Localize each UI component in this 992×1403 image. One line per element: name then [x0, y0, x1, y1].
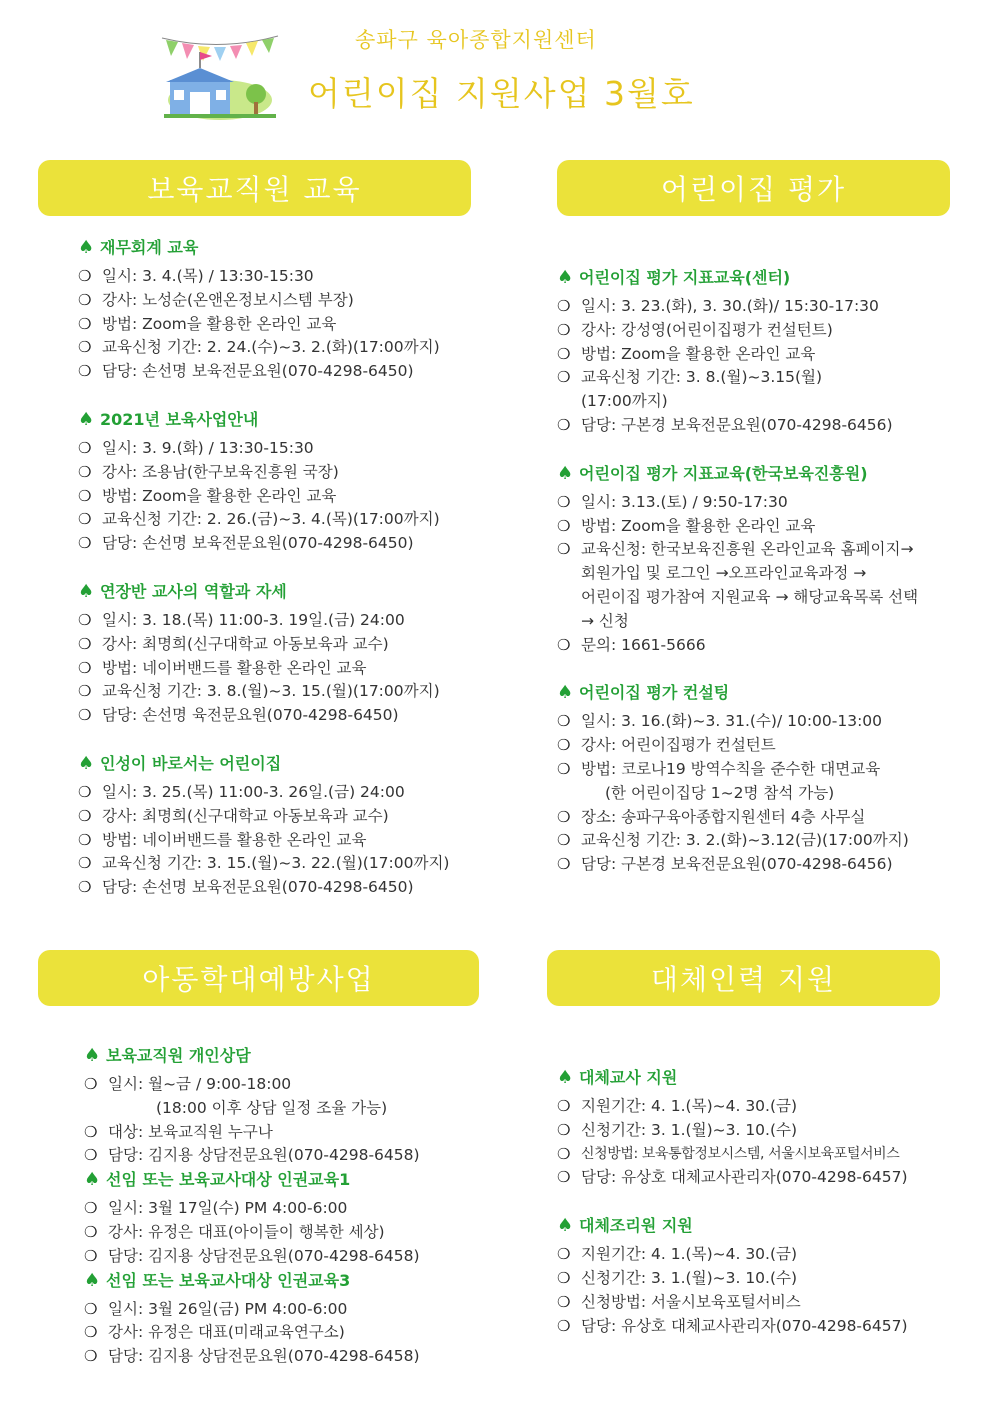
circle-bullet-icon: ❍ [78, 338, 92, 357]
list-item: ❍ 교육신청 기간: 3. 2.(화)~3.12(금)(17:00까지) [557, 829, 977, 853]
list-item: ❍ 방법: Zoom을 활용한 온라인 교육 [557, 343, 977, 367]
list-item: ❍ 일시: 3. 25.(목) 11:00-3. 26일.(금) 24:00 [78, 781, 498, 805]
list-item: ❍ 담당: 구본경 보육전문요원(070-4298-6456) [557, 853, 977, 877]
list-item: ❍ 담당: 김지용 상담전문요원(070-4298-6458) [84, 1144, 504, 1168]
list-item: ❍ 일시: 3. 16.(화)~3. 31.(수)/ 10:00-13:00 [557, 710, 977, 734]
circle-bullet-icon: ❍ [78, 486, 92, 505]
circle-bullet-icon: ❍ [557, 368, 571, 387]
list-item: ❍ 지원기간: 4. 1.(목)~4. 30.(금) [557, 1243, 977, 1267]
list-item: ❍ 일시: 3. 23.(화), 3. 30.(화)/ 15:30-17:30 [557, 295, 977, 319]
section-title: ♠ 대체교사 지원 [557, 1067, 678, 1088]
section-2021-guide [78, 408, 498, 556]
list-item: ❍ 교육신청 기간: 2. 26.(금)~3. 4.(목)(17:00까지) [78, 508, 498, 532]
kindergarten-logo-icon [160, 30, 280, 126]
section-title: ♠ 재무회계 교육 [78, 237, 199, 258]
circle-bullet-icon: ❍ [78, 878, 92, 897]
list-item: ❍ 강사: 최명희(신구대학교 아동보육과 교수) [78, 633, 498, 657]
circle-bullet-icon: ❍ [84, 1299, 98, 1318]
circle-bullet-icon: ❍ [557, 1316, 571, 1335]
list-item: ❍ 담당: 손선명 육전문요원(070-4298-6450) [78, 704, 498, 728]
list-item: ❍ 강사: 어린이집평가 컨설턴트 [557, 734, 977, 758]
list-item: ❍ 강사: 유정은 대표(아이들이 행복한 세상) [84, 1221, 504, 1245]
section-substitute-teacher [557, 1066, 977, 1190]
list-item: ❍ 강사: 강성영(어린이집평가 컨설턴트) [557, 319, 977, 343]
list-item: ❍ 강사: 조용남(한구보육진흥원 국장) [78, 461, 498, 485]
list-item: ❍ 장소: 송파구육아종합지원센터 4층 사무실 [557, 806, 977, 830]
page-title: 어린이집 지원사업 3월호 [308, 74, 695, 113]
list-item: ❍ 담당: 손선명 보육전문요원(070-4298-6450) [78, 532, 498, 556]
spade-icon: ♠ [557, 1067, 574, 1088]
list-item: ❍ 문의: 1661-5666 [557, 634, 977, 658]
section-title: ♠ 인성이 바로서는 어린이집 [78, 752, 282, 774]
list-item: ❍ 일시: 3. 4.(목) / 13:30-15:30 [78, 265, 498, 289]
list-item: ❍ 신청방법: 서울시보육포털서비스 [557, 1291, 977, 1315]
circle-bullet-icon: ❍ [78, 510, 92, 529]
circle-bullet-icon: ❍ [78, 290, 92, 309]
spade-icon: ♠ [78, 752, 95, 774]
circle-bullet-icon: ❍ [84, 1323, 98, 1342]
list-item: ❍ 담당: 김지용 상담전문요원(070-4298-6458) [84, 1345, 504, 1369]
list-item: ❍ 담당: 김지용 상담전문요원(070-4298-6458) [84, 1245, 504, 1269]
circle-bullet-icon: ❍ [557, 807, 571, 826]
section-counseling [84, 1044, 504, 1168]
section-finance [78, 236, 498, 384]
circle-bullet-icon: ❍ [78, 610, 92, 629]
list-item: ❍ 일시: 월~금 / 9:00-18:00 [84, 1073, 504, 1097]
circle-bullet-icon: ❍ [78, 682, 92, 701]
list-item: ❍ 교육신청 기간: 3. 15.(월)~3. 22.(월)(17:00까지) [78, 852, 498, 876]
circle-bullet-icon: ❍ [557, 516, 571, 535]
section-title: ♠ 선임 또는 보육교사대상 인권교육1 [84, 1169, 351, 1191]
abuse-prevention-column [84, 1044, 504, 1369]
circle-bullet-icon: ❍ [78, 362, 92, 381]
circle-bullet-icon: ❍ [84, 1199, 98, 1218]
circle-bullet-icon: ❍ [557, 415, 571, 434]
section-extended-class [78, 580, 498, 728]
circle-bullet-icon: ❍ [557, 736, 571, 755]
spade-icon: ♠ [557, 1215, 574, 1237]
circle-bullet-icon: ❍ [557, 712, 571, 731]
spade-icon: ♠ [557, 267, 574, 288]
circle-bullet-icon: ❍ [557, 1245, 571, 1264]
circle-bullet-icon: ❍ [78, 634, 92, 653]
banner-staff-education: 보육교직원 교육 [38, 160, 471, 216]
circle-bullet-icon: ❍ [557, 759, 571, 778]
evaluation-column [557, 266, 977, 877]
circle-bullet-icon: ❍ [557, 1268, 571, 1287]
spade-icon: ♠ [84, 1269, 101, 1291]
list-item-continuation: 회원가입 및 로그인 →오프라인교육과정 → [581, 564, 867, 583]
circle-bullet-icon: ❍ [78, 658, 92, 677]
circle-bullet-icon: ❍ [84, 1246, 98, 1265]
list-item: ❍ 담당: 손선명 보육전문요원(070-4298-6450) [78, 360, 498, 384]
list-item: ❍ 담당: 구본경 보육전문요원(070-4298-6456) [557, 414, 977, 438]
list-item-continuation: (한 어린이집당 1~2명 참석 가능) [605, 783, 835, 802]
list-item: ❍ 담당: 손선명 보육전문요원(070-4298-6450) [78, 876, 498, 900]
list-item: ❍ 방법: Zoom을 활용한 온라인 교육 [78, 485, 498, 509]
section-title: ♠ 어린이집 평가 컨설팅 [557, 682, 730, 704]
circle-bullet-icon: ❍ [557, 1168, 571, 1187]
circle-bullet-icon: ❍ [557, 1144, 571, 1163]
spade-icon: ♠ [78, 237, 95, 258]
section-title: ♠ 2021년 보육사업안내 [78, 408, 259, 430]
list-item: ❍ 지원기간: 4. 1.(목)~4. 30.(금) [557, 1095, 977, 1119]
list-item: ❍ 방법: Zoom을 활용한 온라인 교육 [78, 313, 498, 337]
list-item: ❍ 신청방법: 보육통합정보시스템, 서울시보육포털서비스 [557, 1143, 977, 1167]
section-title: ♠ 선임 또는 보육교사대상 인권교육3 [84, 1269, 351, 1291]
spade-icon: ♠ [84, 1169, 101, 1191]
banner-evaluation: 어린이집 평가 [557, 160, 950, 216]
section-human-rights-3 [84, 1269, 504, 1369]
circle-bullet-icon: ❍ [78, 534, 92, 553]
circle-bullet-icon: ❍ [557, 344, 571, 363]
list-item: ❍ 담당: 유상호 대체교사관리자(070-4298-6457) [557, 1315, 977, 1339]
list-item: ❍ 교육신청 기간: 3. 8.(월)~3.15(월) [557, 366, 977, 390]
list-item: ❍ 일시: 3월 26일(금) PM 4:00-6:00 [84, 1298, 504, 1322]
circle-bullet-icon: ❍ [557, 831, 571, 850]
circle-bullet-icon: ❍ [557, 1120, 571, 1139]
circle-bullet-icon: ❍ [84, 1146, 98, 1165]
spade-icon: ♠ [78, 580, 95, 602]
list-item: ❍ 교육신청 기간: 3. 8.(월)~3. 15.(월)(17:00까지) [78, 680, 498, 704]
list-item: ❍ 방법: Zoom을 활용한 온라인 교육 [557, 515, 977, 539]
list-item: ❍ 신청기간: 3. 1.(월)~3. 10.(수) [557, 1267, 977, 1291]
list-item: ❍ 강사: 노성순(온앤온정보시스템 부장) [78, 289, 498, 313]
list-item: ❍ 일시: 3월 17일(수) PM 4:00-6:00 [84, 1197, 504, 1221]
list-item: ❍ 강사: 유정은 대표(미래교육연구소) [84, 1321, 504, 1345]
circle-bullet-icon: ❍ [78, 314, 92, 333]
circle-bullet-icon: ❍ [78, 806, 92, 825]
list-item-continuation: (18:00 이후 상담 일정 조율 가능) [156, 1098, 388, 1117]
circle-bullet-icon: ❍ [557, 1097, 571, 1115]
section-title: ♠ 보육교직원 개인상담 [84, 1045, 251, 1066]
section-title: ♠ 대체조리원 지원 [557, 1215, 693, 1237]
circle-bullet-icon: ❍ [84, 1122, 98, 1141]
circle-bullet-icon: ❍ [557, 635, 571, 654]
circle-bullet-icon: ❍ [84, 1347, 98, 1366]
circle-bullet-icon: ❍ [78, 782, 92, 801]
list-item: ❍ 신청기간: 3. 1.(월)~3. 10.(수) [557, 1119, 977, 1143]
circle-bullet-icon: ❍ [78, 438, 92, 457]
circle-bullet-icon: ❍ [78, 462, 92, 481]
section-human-rights-1 [84, 1168, 504, 1268]
list-item: ❍ 일시: 3.13.(토) / 9:50-17:30 [557, 491, 977, 515]
list-item: ❍ 방법: 코로나19 방역수칙을 준수한 대면교육 [557, 758, 977, 782]
org-name: 송파구 육아종합지원센터 [355, 28, 597, 52]
list-item: ❍ 대상: 보육교직원 누구나 [84, 1121, 504, 1145]
circle-bullet-icon: ❍ [557, 320, 571, 339]
section-eval-consulting [557, 681, 977, 877]
circle-bullet-icon: ❍ [557, 297, 571, 315]
list-item: ❍ 교육신청 기간: 2. 24.(수)~3. 2.(화)(17:00까지) [78, 336, 498, 360]
circle-bullet-icon: ❍ [78, 706, 92, 725]
spade-icon: ♠ [557, 462, 574, 484]
list-item: ❍ 담당: 유상호 대체교사관리자(070-4298-6457) [557, 1166, 977, 1190]
list-item-continuation: 어린이집 평가참여 지원교육 → 해당교육목록 선택 [581, 587, 919, 606]
section-eval-center [557, 266, 977, 438]
list-item-continuation: (17:00까지) [581, 392, 668, 411]
section-title: ♠ 어린이집 평가 지표교육(센터) [557, 267, 791, 288]
substitute-column [557, 1066, 977, 1338]
circle-bullet-icon: ❍ [84, 1075, 98, 1093]
circle-bullet-icon: ❍ [78, 830, 92, 849]
list-item: ❍ 일시: 3. 9.(화) / 13:30-15:30 [78, 437, 498, 461]
circle-bullet-icon: ❍ [78, 854, 92, 873]
section-title: ♠ 어린이집 평가 지표교육(한국보육진흥원) [557, 462, 868, 484]
list-item: ❍ 일시: 3. 18.(목) 11:00-3. 19일.(금) 24:00 [78, 609, 498, 633]
circle-bullet-icon: ❍ [557, 492, 571, 511]
list-item: ❍ 방법: 네이버밴드를 활용한 온라인 교육 [78, 657, 498, 681]
banner-substitute: 대체인력 지원 [547, 950, 940, 1006]
section-character [78, 752, 498, 900]
circle-bullet-icon: ❍ [78, 267, 92, 285]
list-item: ❍ 강사: 최명희(신구대학교 아동보육과 교수) [78, 805, 498, 829]
banner-abuse-prevention: 아동학대예방사업 [38, 950, 479, 1006]
list-item: ❍ 교육신청: 한국보육진흥원 온라인교육 홈페이지→ [557, 538, 977, 562]
spade-icon: ♠ [84, 1045, 101, 1066]
circle-bullet-icon: ❍ [557, 540, 571, 559]
circle-bullet-icon: ❍ [557, 1292, 571, 1311]
staff-education-column [78, 236, 498, 900]
spade-icon: ♠ [557, 682, 574, 704]
section-substitute-cook [557, 1214, 977, 1338]
section-eval-kcpi [557, 462, 977, 658]
spade-icon: ♠ [78, 408, 95, 430]
circle-bullet-icon: ❍ [557, 855, 571, 874]
list-item-continuation: → 신청 [581, 611, 629, 630]
section-title: ♠ 연장반 교사의 역할과 자세 [78, 580, 287, 602]
list-item: ❍ 방법: 네이버밴드를 활용한 온라인 교육 [78, 829, 498, 853]
circle-bullet-icon: ❍ [84, 1222, 98, 1241]
